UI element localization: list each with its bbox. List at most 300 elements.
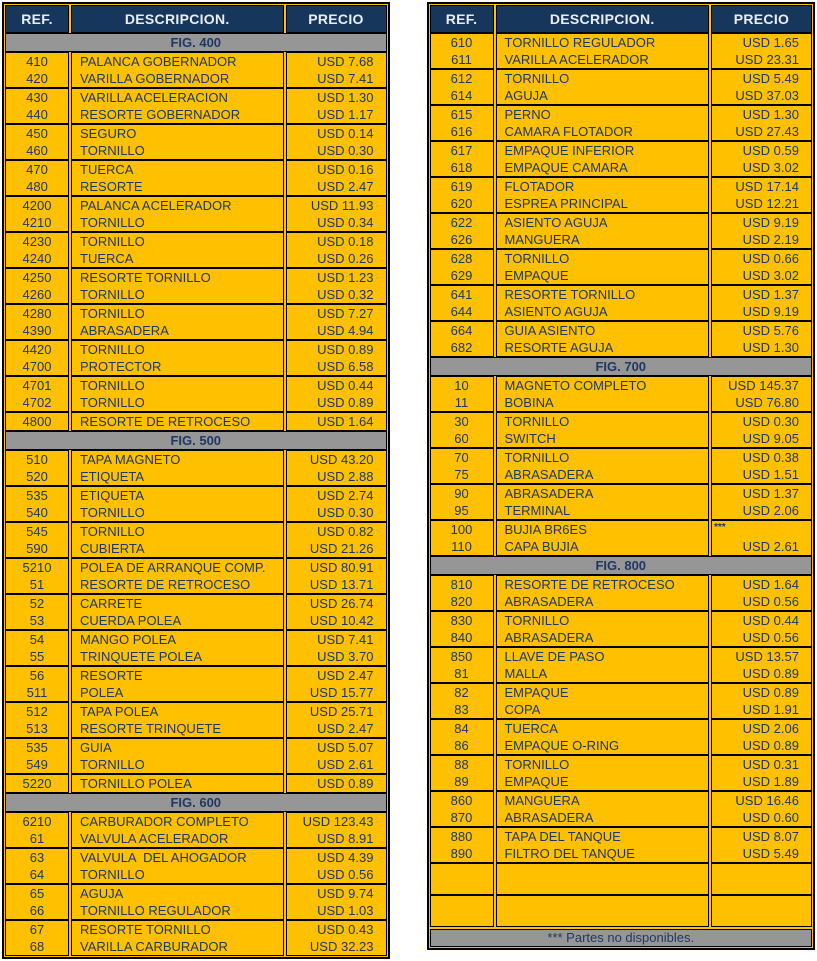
part-description: ABRASADERA xyxy=(80,323,169,338)
price-cell xyxy=(711,484,812,520)
price-column-header: PRECIO xyxy=(711,5,812,33)
part-price: USD 2.47 xyxy=(317,668,374,683)
table-row-block xyxy=(5,268,387,304)
part-price: USD 13.71 xyxy=(309,577,374,592)
price-cell xyxy=(286,486,387,522)
table-row-block xyxy=(5,666,387,702)
ref-cell xyxy=(5,486,69,522)
part-description: BUJIA BR6ES xyxy=(504,522,587,537)
part-price: USD 11.93 xyxy=(310,198,374,213)
ref-value: 612 xyxy=(450,71,473,86)
price-cell xyxy=(286,450,387,486)
price-cell xyxy=(711,69,812,105)
ref-cell xyxy=(430,376,494,412)
part-price: USD 145.37 xyxy=(728,378,799,393)
description-cell xyxy=(71,666,284,702)
ref-cell xyxy=(5,884,69,920)
part-description: RESORTE DE RETROCESO xyxy=(504,577,675,592)
part-price: USD 0.38 xyxy=(742,450,799,465)
ref-cell xyxy=(430,33,494,69)
table-row-block xyxy=(430,791,813,827)
part-description: GUIA ASIENTO xyxy=(504,323,596,338)
part-price: USD 2.61 xyxy=(317,757,374,772)
ref-cell xyxy=(430,105,494,141)
part-description: TRINQUETE POLEA xyxy=(80,649,203,664)
part-price: USD 0.89 xyxy=(317,342,374,357)
part-description: POLEA xyxy=(80,685,124,700)
ref-value: 4230 xyxy=(22,234,52,249)
ref-value: 6210 xyxy=(22,814,52,829)
part-price: USD 76.80 xyxy=(735,395,799,410)
part-description: TORNILLO POLEA xyxy=(80,776,192,791)
ref-value: 880 xyxy=(450,829,473,844)
part-price: USD 7.27 xyxy=(317,306,374,321)
part-description: FLOTADOR xyxy=(504,179,575,194)
ref-value: 430 xyxy=(26,90,48,105)
description-cell xyxy=(71,630,284,666)
ref-value: 549 xyxy=(26,757,48,772)
part-price: USD 1.37 xyxy=(742,287,799,302)
price-cell xyxy=(711,105,812,141)
part-price: USD 0.82 xyxy=(317,524,374,539)
ref-cell xyxy=(430,683,494,719)
part-price: USD 13.57 xyxy=(735,649,799,664)
table-row-block xyxy=(5,522,387,558)
table-row-block xyxy=(5,738,387,774)
part-description: VARILLA CARBURADOR xyxy=(80,939,228,954)
part-price: USD 0.56 xyxy=(742,630,799,645)
ref-value: 63 xyxy=(29,850,45,865)
part-price: USD 37.03 xyxy=(735,88,799,103)
part-price: USD 0.89 xyxy=(742,666,799,681)
part-description: ASIENTO AGUJA xyxy=(504,215,608,230)
part-price: USD 0.30 xyxy=(742,414,799,429)
part-description: TORNILLO xyxy=(80,342,145,357)
part-price: USD 8.07 xyxy=(742,829,799,844)
part-description: TORNILLO xyxy=(80,524,145,539)
part-description: VARILLA ACELERADOR xyxy=(504,52,649,67)
part-price: USD 0.30 xyxy=(317,505,374,520)
part-price: USD 2.47 xyxy=(317,179,374,194)
description-cell xyxy=(496,213,710,249)
ref-value: 5220 xyxy=(22,776,52,791)
table-row-block xyxy=(430,33,813,69)
empty-row-block xyxy=(430,863,813,895)
price-cell xyxy=(286,594,387,630)
table-row-block xyxy=(5,884,387,920)
part-description: TORNILLO xyxy=(80,143,145,158)
table-row-block xyxy=(5,812,387,848)
ref-value: 11 xyxy=(454,395,469,410)
price-cell xyxy=(711,895,812,927)
part-price: USD 21.26 xyxy=(309,541,374,556)
part-price: USD 7.41 xyxy=(317,632,374,647)
ref-value: 4210 xyxy=(22,215,52,230)
ref-value: 61 xyxy=(29,831,45,846)
part-description: VALVULA DEL AHOGADOR xyxy=(80,850,247,865)
right-table-header-row xyxy=(430,5,813,33)
ref-value: 89 xyxy=(454,774,469,789)
description-cell xyxy=(71,774,284,793)
part-description: ETIQUETA xyxy=(80,488,145,503)
table-row-block xyxy=(5,630,387,666)
part-description: RESORTE xyxy=(80,179,143,194)
part-price: USD 1.17 xyxy=(317,107,374,122)
part-description: MANGUERA xyxy=(504,232,580,247)
part-price: USD 12.21 xyxy=(735,196,799,211)
description-cell xyxy=(71,812,284,848)
ref-value: 54 xyxy=(29,632,45,647)
part-price: USD 4.39 xyxy=(317,850,374,865)
ref-cell xyxy=(5,738,69,774)
ref-value: 510 xyxy=(26,452,48,467)
ref-cell xyxy=(5,196,69,232)
ref-value: 820 xyxy=(450,594,473,609)
ref-value: 590 xyxy=(26,541,48,556)
part-price: USD 0.89 xyxy=(317,395,374,410)
ref-value: 51 xyxy=(29,577,45,592)
ref-cell xyxy=(430,448,494,484)
ref-cell xyxy=(430,895,494,927)
description-cell xyxy=(496,683,710,719)
table-row-block xyxy=(430,719,813,755)
price-cell xyxy=(711,520,812,556)
part-description: EMPAQUE xyxy=(504,774,569,789)
part-price: USD 17.14 xyxy=(735,179,799,194)
ref-cell xyxy=(430,69,494,105)
ref-cell xyxy=(5,774,69,793)
part-description: TUERCA xyxy=(80,162,134,177)
table-row-block xyxy=(430,105,813,141)
part-description: AGUJA xyxy=(504,88,548,103)
part-description: EMPAQUE xyxy=(504,685,569,700)
part-description: VARILLA GOBERNADOR xyxy=(80,71,230,86)
ref-value: 641 xyxy=(450,287,473,302)
ref-cell xyxy=(5,88,69,124)
ref-value: 4700 xyxy=(22,359,52,374)
ref-value: 513 xyxy=(26,721,48,736)
description-cell xyxy=(496,177,710,213)
table-row-block xyxy=(430,827,813,863)
ref-cell xyxy=(430,647,494,683)
section-header: FIG. 700 xyxy=(430,357,813,376)
part-description: MAGNETO COMPLETO xyxy=(504,378,647,393)
table-row-block xyxy=(5,848,387,884)
part-price: USD 3.02 xyxy=(742,268,799,283)
part-price: USD 0.60 xyxy=(742,810,799,825)
part-description: TERMINAL xyxy=(504,503,571,518)
table-row-block xyxy=(5,450,387,486)
ref-value: 4250 xyxy=(22,270,52,285)
price-cell xyxy=(286,340,387,376)
ref-cell xyxy=(430,141,494,177)
part-price: USD 1.30 xyxy=(742,340,799,355)
price-cell xyxy=(711,249,812,285)
part-price: USD 1.30 xyxy=(742,107,799,122)
ref-value: 410 xyxy=(26,54,48,69)
part-price: *** xyxy=(714,522,726,533)
part-price: USD 80.91 xyxy=(309,560,374,575)
part-price: USD 9.05 xyxy=(742,431,799,446)
part-price: USD 2.06 xyxy=(742,721,799,736)
part-price: USD 1.30 xyxy=(317,90,374,105)
table-row-block xyxy=(430,520,813,556)
ref-cell xyxy=(430,611,494,647)
description-cell xyxy=(71,340,284,376)
empty-row-block xyxy=(430,895,813,927)
ref-value: 55 xyxy=(29,649,45,664)
ref-cell xyxy=(430,177,494,213)
part-price: USD 0.18 xyxy=(317,234,374,249)
part-description: ETIQUETA xyxy=(80,469,145,484)
part-price: USD 2.19 xyxy=(742,232,799,247)
part-price: USD 5.07 xyxy=(317,740,374,755)
table-row-block xyxy=(430,755,813,791)
description-cell xyxy=(71,160,284,196)
table-row-block xyxy=(430,177,813,213)
ref-value: 644 xyxy=(450,304,473,319)
part-description: TORNILLO xyxy=(80,306,145,321)
part-description: TORNILLO xyxy=(504,251,570,266)
part-description: CARRETE xyxy=(80,596,143,611)
ref-value: 4280 xyxy=(22,306,52,321)
description-cell xyxy=(496,791,710,827)
table-row-block xyxy=(430,321,813,357)
ref-cell xyxy=(5,340,69,376)
description-cell xyxy=(71,522,284,558)
part-price: USD 1.37 xyxy=(742,486,799,501)
part-description: ABRASADERA xyxy=(504,630,594,645)
part-price: USD 2.88 xyxy=(317,469,374,484)
ref-value: 75 xyxy=(454,467,469,482)
ref-value: 545 xyxy=(26,524,48,539)
description-cell xyxy=(71,884,284,920)
price-cell xyxy=(286,774,387,793)
table-row-block xyxy=(430,484,813,520)
ref-cell xyxy=(5,522,69,558)
part-price: USD 0.56 xyxy=(742,594,799,609)
description-cell xyxy=(496,33,710,69)
part-price: USD 1.51 xyxy=(742,467,799,482)
table-row-block xyxy=(5,340,387,376)
table-row-block xyxy=(5,558,387,594)
price-cell xyxy=(711,448,812,484)
ref-value: 616 xyxy=(450,124,473,139)
section-header: FIG. 800 xyxy=(430,556,813,575)
part-description: CAMARA FLOTADOR xyxy=(504,124,633,139)
table-row-block xyxy=(5,304,387,340)
part-description: SEGURO xyxy=(80,126,137,141)
ref-cell xyxy=(430,249,494,285)
ref-cell xyxy=(5,848,69,884)
part-description: ESPREA PRINCIPAL xyxy=(504,196,628,211)
part-price: USD 1.91 xyxy=(742,702,799,717)
part-description: TORNILLO REGULADOR xyxy=(80,903,231,918)
ref-value: 60 xyxy=(454,431,469,446)
part-price: USD 1.64 xyxy=(742,577,799,592)
ref-cell xyxy=(430,863,494,895)
part-description: ABRASADERA xyxy=(504,594,594,609)
ref-column-header: REF. xyxy=(5,5,69,33)
table-row-block xyxy=(430,249,813,285)
part-price: USD 0.56 xyxy=(317,867,374,882)
ref-value: 56 xyxy=(29,668,45,683)
table-row-block xyxy=(430,141,813,177)
ref-value: 64 xyxy=(29,867,45,882)
table-row-block xyxy=(430,575,813,611)
description-cell xyxy=(496,719,710,755)
part-description: MANGUERA xyxy=(504,793,580,808)
ref-value: 4200 xyxy=(22,198,52,213)
part-description: PROTECTOR xyxy=(80,359,162,374)
description-cell xyxy=(71,304,284,340)
ref-cell xyxy=(5,304,69,340)
part-price: USD 2.61 xyxy=(742,539,799,554)
description-cell xyxy=(71,848,284,884)
part-description: CARBURADOR COMPLETO xyxy=(80,814,249,829)
part-description: TAPA POLEA xyxy=(80,704,159,719)
price-cell xyxy=(286,196,387,232)
description-cell xyxy=(496,412,710,448)
footer-note: *** Partes no disponibles. xyxy=(430,929,813,947)
ref-value: 626 xyxy=(450,232,473,247)
part-price: USD 9.19 xyxy=(742,304,799,319)
price-cell xyxy=(711,33,812,69)
ref-value: 614 xyxy=(450,88,473,103)
ref-value: 110 xyxy=(451,539,472,554)
part-price: USD 1.89 xyxy=(742,774,799,789)
part-price: USD 9.19 xyxy=(742,215,799,230)
price-cell xyxy=(711,755,812,791)
ref-value: 5210 xyxy=(22,560,52,575)
ref-cell xyxy=(5,702,69,738)
part-price: USD 2.74 xyxy=(317,488,374,503)
left-table-body xyxy=(5,33,387,956)
part-price: USD 0.66 xyxy=(742,251,799,266)
part-description: RESORTE xyxy=(80,668,143,683)
part-description: CUBIERTA xyxy=(80,541,145,556)
part-price: USD 0.59 xyxy=(742,143,799,158)
price-column-header: PRECIO xyxy=(286,5,387,33)
description-cell xyxy=(496,141,710,177)
ref-value: 860 xyxy=(450,793,473,808)
ref-cell xyxy=(5,630,69,666)
price-cell xyxy=(286,848,387,884)
part-description: RESORTE TORNILLO xyxy=(80,922,211,937)
part-description: CAPA BUJIA xyxy=(504,539,579,554)
left-table-header-row xyxy=(5,5,387,33)
price-cell xyxy=(286,702,387,738)
part-description: RESORTE TORNILLO xyxy=(80,270,211,285)
table-row-block xyxy=(5,774,387,793)
description-cell xyxy=(496,863,710,895)
part-price: USD 0.43 xyxy=(317,922,374,937)
part-description: MALLA xyxy=(504,666,548,681)
table-row-block xyxy=(5,88,387,124)
ref-value: 84 xyxy=(454,721,469,736)
description-cell xyxy=(71,88,284,124)
ref-value: 82 xyxy=(454,685,469,700)
part-description: TORNILLO REGULADOR xyxy=(504,35,656,50)
ref-value: 664 xyxy=(450,323,473,338)
ref-value: 70 xyxy=(454,450,469,465)
part-price: USD 0.26 xyxy=(317,251,374,266)
ref-value: 83 xyxy=(454,702,469,717)
price-cell xyxy=(711,575,812,611)
description-cell xyxy=(71,450,284,486)
part-price: USD 3.70 xyxy=(317,649,374,664)
right-table-body xyxy=(430,33,813,927)
description-cell xyxy=(71,594,284,630)
part-price: USD 7.41 xyxy=(317,71,374,86)
part-description: FILTRO DEL TANQUE xyxy=(504,846,635,861)
table-row-block xyxy=(5,920,387,956)
description-cell xyxy=(71,558,284,594)
ref-value: 67 xyxy=(29,922,45,937)
ref-cell xyxy=(5,594,69,630)
part-description: TORNILLO xyxy=(80,867,145,882)
part-description: TORNILLO xyxy=(80,505,145,520)
ref-value: 540 xyxy=(26,505,48,520)
table-row-block xyxy=(5,124,387,160)
part-description: BOBINA xyxy=(504,395,554,410)
part-description: PALANCA GOBERNADOR xyxy=(80,54,237,69)
table-row-block xyxy=(430,647,813,683)
description-cell xyxy=(71,920,284,956)
ref-value: 615 xyxy=(450,107,473,122)
ref-value: 52 xyxy=(29,596,45,611)
ref-cell xyxy=(5,666,69,702)
ref-value: 450 xyxy=(26,126,48,141)
part-price: USD 27.43 xyxy=(735,124,799,139)
ref-value: 81 xyxy=(454,666,469,681)
part-description: GUIA xyxy=(80,740,112,755)
ref-value: 535 xyxy=(26,740,48,755)
ref-value: 4702 xyxy=(22,395,52,410)
description-cell xyxy=(496,611,710,647)
part-price: USD 123.43 xyxy=(302,814,374,829)
price-cell xyxy=(286,160,387,196)
description-cell xyxy=(71,412,284,431)
right-price-table xyxy=(427,2,816,950)
ref-cell xyxy=(430,213,494,249)
price-cell xyxy=(286,304,387,340)
ref-value: 620 xyxy=(450,196,473,211)
ref-cell xyxy=(5,412,69,431)
part-description: TAPA DEL TANQUE xyxy=(504,829,621,844)
ref-cell xyxy=(430,484,494,520)
part-description: RESORTE TORNILLO xyxy=(504,287,636,302)
ref-value: 10 xyxy=(454,378,469,393)
table-row-block xyxy=(430,376,813,412)
ref-value: 830 xyxy=(450,613,473,628)
ref-cell xyxy=(5,52,69,88)
part-price: USD 0.44 xyxy=(317,378,374,393)
part-description: TORNILLO xyxy=(80,757,145,772)
price-cell xyxy=(286,630,387,666)
description-cell xyxy=(71,196,284,232)
part-description: CUERDA POLEA xyxy=(80,613,182,628)
price-cell xyxy=(286,812,387,848)
part-price: USD 8.91 xyxy=(317,831,374,846)
part-price: USD 0.44 xyxy=(742,613,799,628)
part-price: USD 32.23 xyxy=(309,939,374,954)
table-row-block xyxy=(430,285,813,321)
price-cell xyxy=(286,558,387,594)
part-price: USD 2.06 xyxy=(742,503,799,518)
ref-value: 629 xyxy=(450,268,473,283)
part-price: USD 0.31 xyxy=(742,757,799,772)
